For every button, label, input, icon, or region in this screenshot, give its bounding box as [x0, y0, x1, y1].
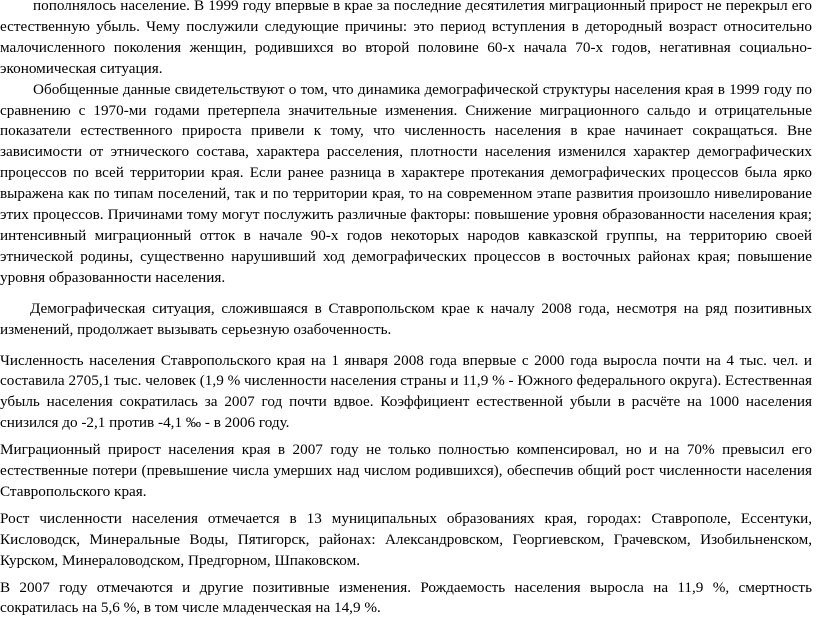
- paragraph-intro-continued: пополнялось население. В 1999 году впервые в крае за последние десятилетия миграционный прирост не перекрыл его естественную убыль. Чему послужили следующие причины: это период вступления в детородный возраст относительно малочисленного поколения женщин, родившихся во второй половине 60-х начала 70-х годов, негативная социально-экономическая ситуация.: [0, 0, 812, 77]
- paragraph-positive-changes: В 2007 году отмечаются и другие позитивные изменения. Рождаемость населения выросла на 11,9 %, смертность сократилась на 5,6 %, в том числе младенческая на 14,9 %.: [0, 578, 812, 617]
- paragraph-migration-growth: Миграционный прирост населения края в 2007 году не только полностью компенсировал, но и на 70% превысил его естественные потери (превышение числа умерших над числом родившихся), обеспечив общий рост численности населения Ставропольского края.: [0, 441, 812, 500]
- paragraph-situation-2008: Демографическая ситуация, сложившаяся в Ставропольском крае к началу 2008 года, несмотря на ряд позитивных изменений, продолжает вызывать серьезную озабоченность.: [0, 299, 812, 338]
- paragraph-dynamics-summary: Обобщенные данные свидетельствуют о том, что динамика демографической структуры населения края в 1999 году по сравнению с 1970-ми годами претерпела значительные изменения. Снижение миграционного сальдо и отрицательные показатели естественного прироста привели к тому, что численность населения в крае начинает сокращаться. Вне зависимости от этнического состава, характера расселения, плотности населения изменился характер демографических процессов по всей территории края. Если ранее разница в характере протекания демографических процессов была ярко выражена как по типам поселений, так и по территории края, то на современном этапе развития произошло нивелирование этих процессов. Причинами тому могут послужить различные факторы: повышение уровня образованности населения края; интенсивный миграционный отток в начале 90-х годов некоторых народов кавказской группы, на территорию своей этнической родины, существенно нарушивший ход демографических процессов в восточных районах края; повышение уровня образованности населения.: [0, 80, 812, 286]
- paragraph-municipal-growth: Рост численности населения отмечается в 13 муниципальных образованиях края, городах: Ставрополе, Ессентуки, Кисловодск, Минеральные Воды, Пятигорск, районах: Александровском, Георгиевском, Грачевском, Изобильненском, Курском, Минераловодском, Предгорном, Шпаковском.: [0, 509, 812, 569]
- paragraph-population-count: Численность населения Ставропольского края на 1 января 2008 года впервые с 2000 года выросла почти на 4 тыс. чел. и составила 2705,1 тыс. человек (1,9 % численности населения страны и 11,9 % - Южного федерального округа). Естественная убыль населения сократилась за 2007 год почти вдвое. Коэффициент естественной убыли в расчёте на 1000 населения снизился до -2,1 против -4,1 ‰ - в 2006 году.: [0, 351, 812, 432]
